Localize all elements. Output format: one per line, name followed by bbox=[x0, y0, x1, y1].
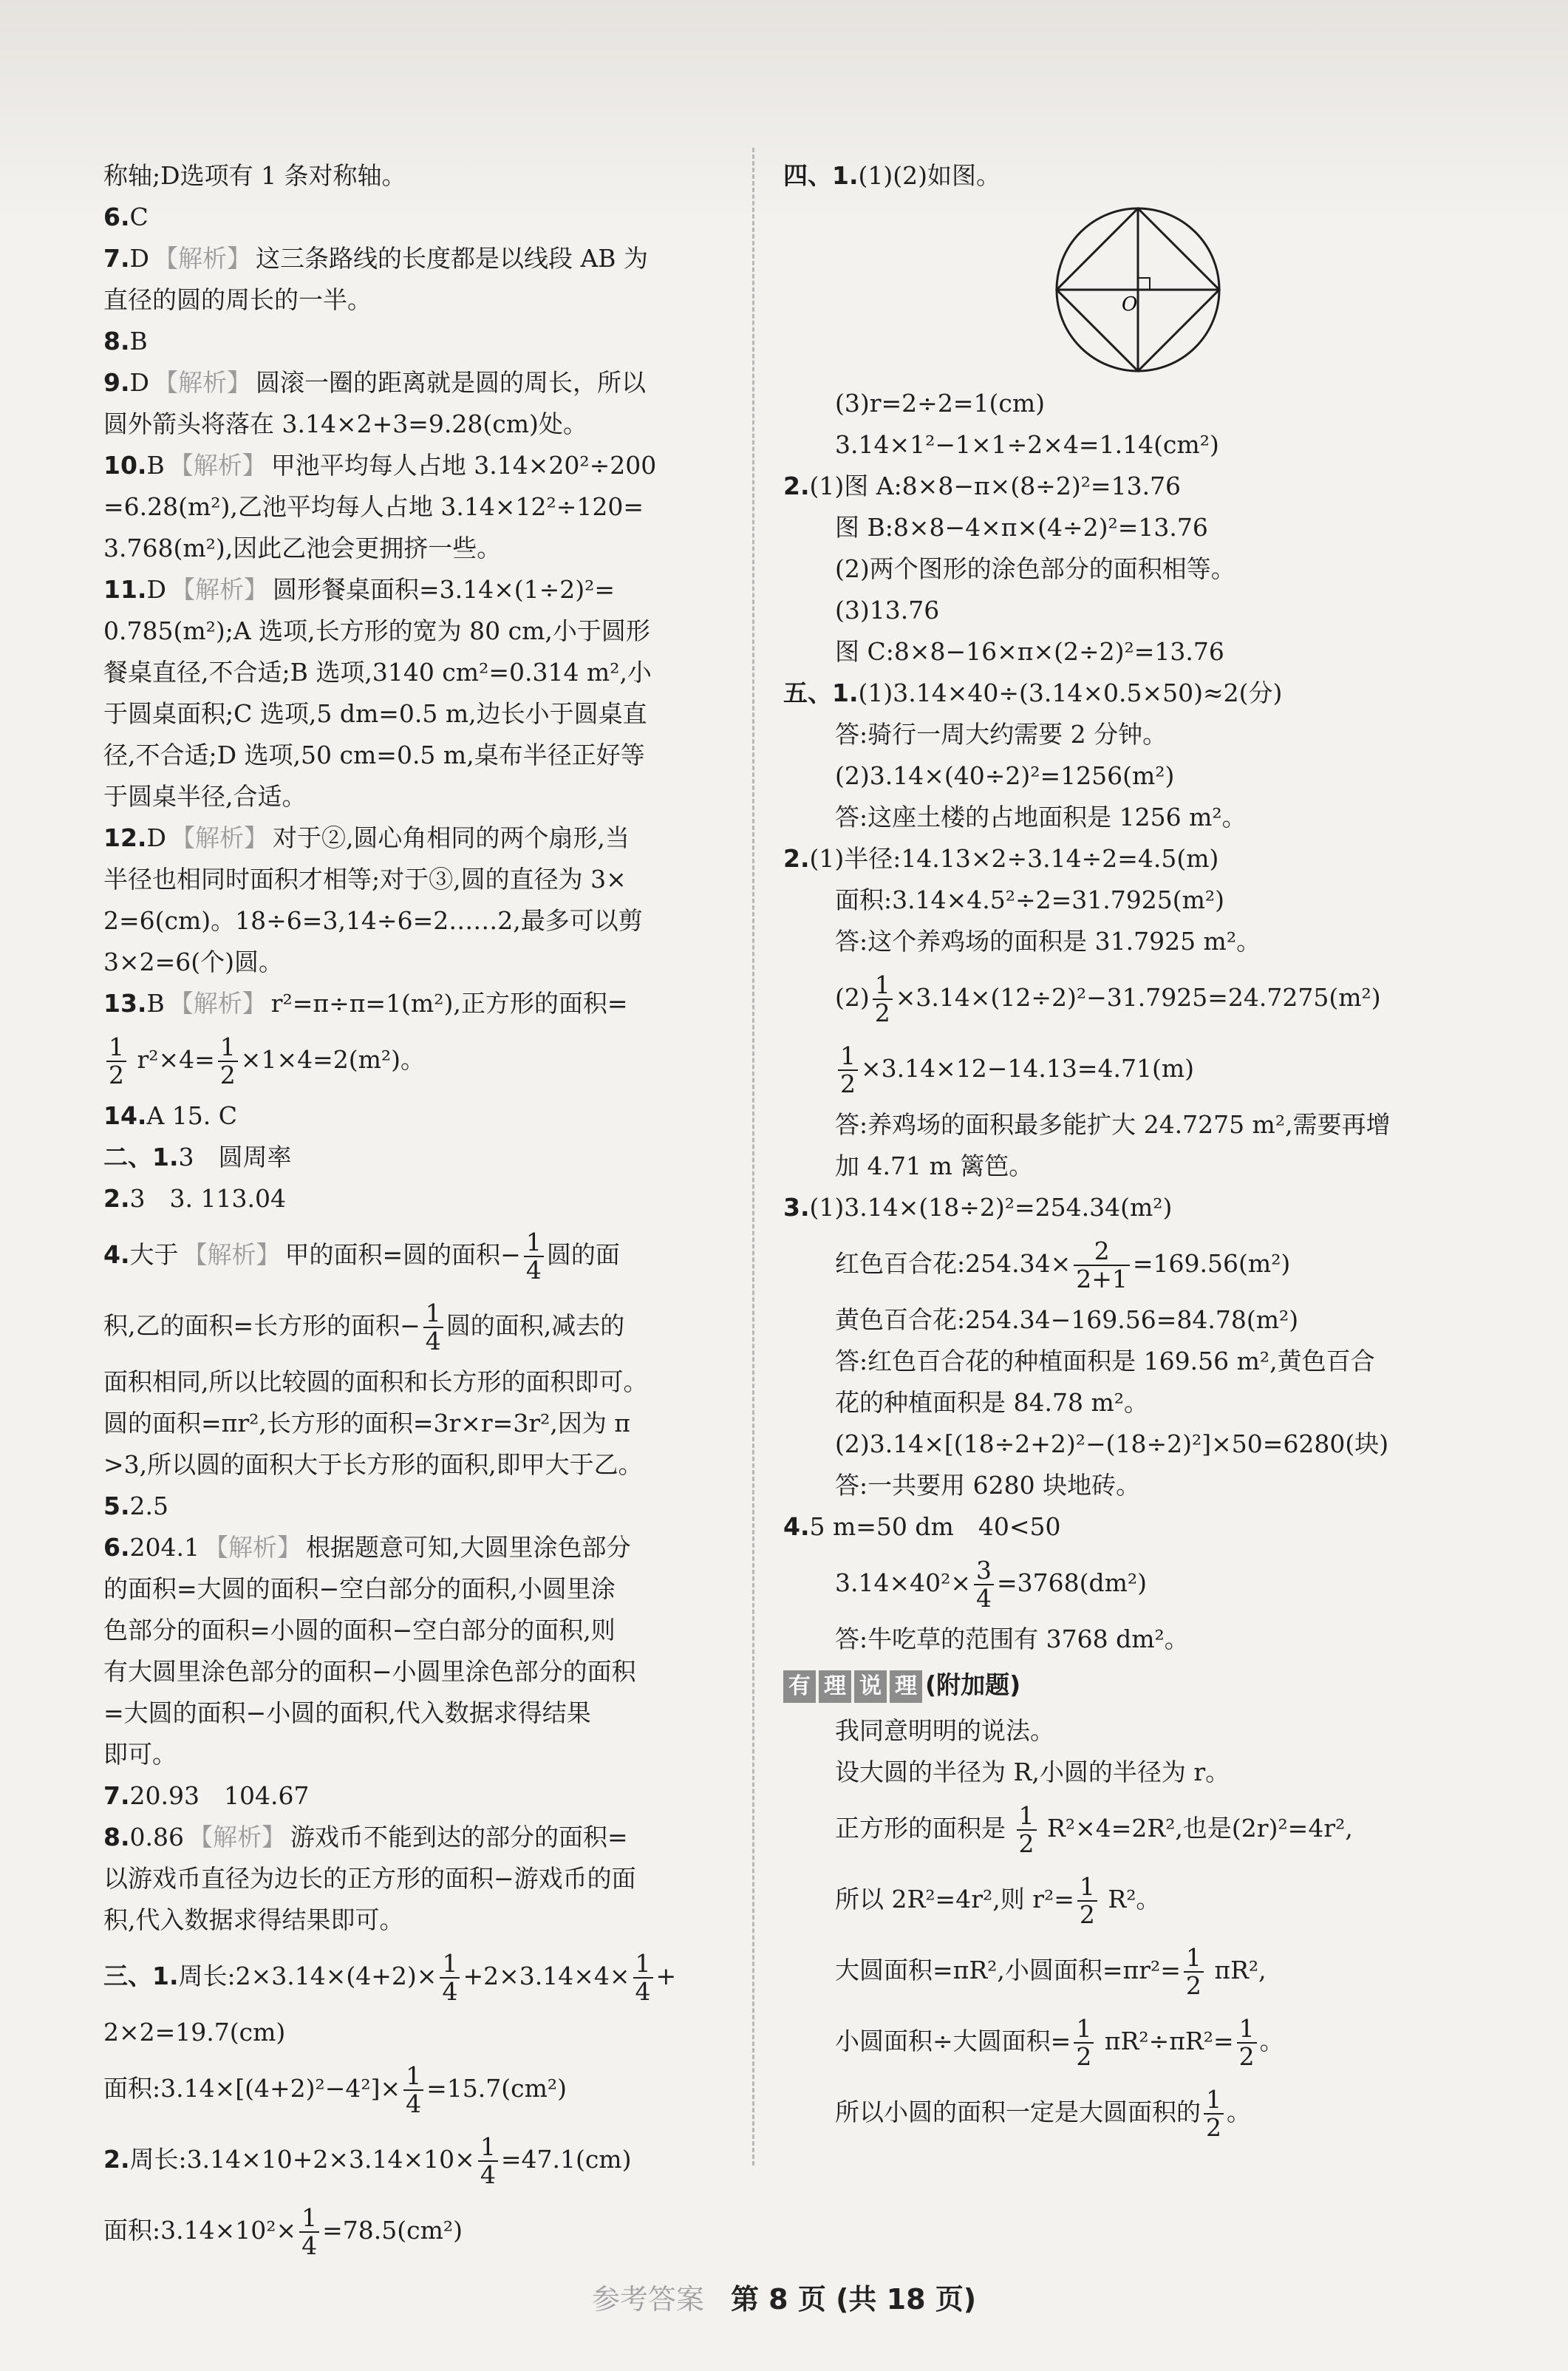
right-answer-line bbox=[783, 1187, 1448, 1228]
answer-text: D bbox=[129, 368, 149, 397]
answer-text: 径,不合适;D 选项,50 cm=0.5 m,桌布半径正好等 bbox=[103, 741, 645, 769]
right-answer-line bbox=[783, 548, 1448, 590]
question-number: 2. bbox=[103, 2145, 130, 2174]
right-answer-line bbox=[783, 383, 1448, 424]
left-answer-line bbox=[103, 321, 724, 362]
question-number: 10. bbox=[103, 451, 147, 480]
badge-char: 理 bbox=[890, 1670, 922, 1703]
left-answer-line bbox=[103, 1693, 724, 1734]
question-number: 2. bbox=[783, 844, 810, 873]
answer-text: 色部分的面积=小圆的面积−空白部分的面积,则 bbox=[103, 1616, 616, 1644]
right-answer-line bbox=[783, 714, 1448, 755]
answer-text: $\frac{1}{2}$ r²×4= $\frac{1}{2}$ ×1×4=2(m²)。 bbox=[103, 1045, 425, 1074]
answer-text: 大于 bbox=[129, 1240, 179, 1269]
question-number: 14. bbox=[103, 1101, 147, 1130]
answer-text: 称轴;D选项有 1 条对称轴。 bbox=[103, 161, 406, 190]
left-answer-line bbox=[103, 1610, 724, 1651]
answer-text: (2) $\frac{1}{2}$ ×3.14×(12÷2)²−31.7925=24.7275(m²) bbox=[835, 970, 1381, 1027]
right-column bbox=[783, 155, 1448, 2148]
question-number: 四、1. bbox=[783, 161, 859, 190]
analysis-tag: 【解析】 bbox=[168, 989, 267, 1018]
answer-text: B bbox=[146, 989, 165, 1018]
left-answer-line bbox=[103, 1137, 724, 1178]
answer-text: B bbox=[146, 451, 165, 480]
right-answer-line bbox=[783, 1506, 1448, 1548]
answer-text: 3.14×1²−1×1÷2×4=1.14(cm²) bbox=[835, 430, 1219, 459]
answer-text: 直径的圆的周长的一半。 bbox=[103, 285, 372, 314]
question-number: 6. bbox=[103, 203, 130, 231]
question-number: 五、1. bbox=[783, 678, 859, 707]
fraction: $\frac{1}{4}$ bbox=[478, 2134, 498, 2188]
footer-page-number: 第 8 页 (共 18 页) bbox=[730, 2283, 977, 2316]
right-answer-line bbox=[783, 1299, 1448, 1341]
page-footer bbox=[0, 2276, 1568, 2317]
right-answer-line bbox=[783, 962, 1448, 1033]
answer-text: $\frac{1}{2}$ ×3.14×12−14.13=4.71(m) bbox=[835, 1054, 1194, 1083]
left-answer-line bbox=[103, 1775, 724, 1817]
right-answer-line bbox=[783, 424, 1448, 466]
answer-text: 答:这个养鸡场的面积是 31.7925 m²。 bbox=[835, 927, 1261, 956]
answer-text: (1)(2)如图。 bbox=[858, 161, 1001, 190]
question-number: 12. bbox=[103, 823, 147, 852]
fraction: $\frac{1}{2}$ bbox=[1074, 2015, 1094, 2070]
answer-text: 加 4.71 m 篱笆。 bbox=[835, 1152, 1034, 1180]
answer-text: 面积:3.14×[(4+2)²−4²]× $\frac{1}{4}$ =15.7(cm²) bbox=[103, 2061, 567, 2118]
analysis-text: 根据题意可知,大圆里涂色部分 bbox=[305, 1533, 631, 1562]
right-answer-line bbox=[783, 1423, 1448, 1465]
fraction: $\frac{1}{4}$ bbox=[423, 1300, 443, 1355]
answer-text: (1)半径:14.13×2÷3.14÷2=4.5(m) bbox=[809, 844, 1219, 873]
left-column bbox=[103, 155, 724, 2266]
left-answer-line bbox=[103, 2195, 724, 2266]
answer-text: 所以 2R²=4r²,则 r²= $\frac{1}{2}$ R²。 bbox=[835, 1872, 1161, 1929]
left-answer-line bbox=[103, 528, 724, 569]
left-answer-line bbox=[103, 279, 724, 321]
question-number: 6. bbox=[103, 1533, 130, 1562]
left-answer-line bbox=[103, 1403, 724, 1444]
right-answer-line bbox=[783, 797, 1448, 838]
answer-text: 以游戏币直径为边长的正方形的面积−游戏币的面 bbox=[103, 1864, 636, 1893]
question-number: 8. bbox=[103, 1823, 130, 1851]
right-answer-line bbox=[783, 2077, 1448, 2148]
answer-text: D bbox=[146, 823, 166, 852]
left-answer-line bbox=[103, 445, 724, 486]
answer-text: (1)图 A:8×8−π×(8÷2)²=13.76 bbox=[809, 472, 1182, 500]
right-answer-line bbox=[783, 507, 1448, 548]
fraction: $\frac{1}{2}$ bbox=[218, 1034, 238, 1089]
answer-text: (2)3.14×[(18÷2+2)²−(18÷2)²]×50=6280(块) bbox=[835, 1429, 1389, 1458]
left-answer-line bbox=[103, 238, 724, 279]
left-answer-line bbox=[103, 404, 724, 445]
left-answer-line bbox=[103, 776, 724, 817]
answer-text: 答:一共要用 6280 块地砖。 bbox=[835, 1471, 1141, 1500]
answer-text: 2=6(cm)。18÷6=3,14÷6=2……2,最多可以剪 bbox=[103, 906, 643, 935]
question-number: 5. bbox=[103, 1491, 130, 1520]
right-answer-line bbox=[783, 1935, 1448, 2006]
right-answer-line bbox=[783, 921, 1448, 962]
fraction: $\frac{1}{2}$ bbox=[1237, 2015, 1257, 2070]
left-answer-line bbox=[103, 735, 724, 776]
answer-text: 20.93 104.67 bbox=[129, 1781, 310, 1810]
fraction: $\frac{1}{2}$ bbox=[106, 1034, 126, 1089]
question-number: 4. bbox=[103, 1240, 130, 1269]
right-answer-line bbox=[783, 2006, 1448, 2077]
center-label: O bbox=[1122, 293, 1138, 316]
analysis-tag: 【解析】 bbox=[168, 451, 267, 480]
right-answer-line bbox=[783, 1228, 1448, 1299]
analysis-tag: 【解析】 bbox=[153, 368, 251, 397]
left-answer-line bbox=[103, 1899, 724, 1941]
question-number: 4. bbox=[783, 1512, 810, 1541]
answer-text: (1)3.14×40÷(3.14×0.5×50)≈2(分) bbox=[858, 678, 1283, 707]
right-answer-line bbox=[783, 466, 1448, 507]
answer-text: 3 圆周率 bbox=[178, 1143, 292, 1171]
left-answer-line bbox=[103, 652, 724, 693]
right-answer-line bbox=[783, 631, 1448, 673]
left-answer-line bbox=[103, 817, 724, 859]
answer-text: 图 B:8×8−4×π×(4÷2)²=13.76 bbox=[835, 513, 1208, 542]
answer-text: 我同意明明的说法。 bbox=[835, 1716, 1054, 1745]
fraction: $\frac{1}{4}$ bbox=[403, 2063, 423, 2117]
answer-text: =大圆的面积−小圆的面积,代入数据求得结果 bbox=[103, 1698, 591, 1727]
question-number: 13. bbox=[103, 989, 147, 1018]
answer-text: 黄色百合花:254.34−169.56=84.78(m²) bbox=[835, 1305, 1299, 1334]
answer-text: (3)13.76 bbox=[835, 596, 940, 625]
answer-text: (3)r=2÷2=1(cm) bbox=[835, 389, 1045, 418]
left-answer-line bbox=[103, 610, 724, 652]
right-answer-line bbox=[783, 590, 1448, 631]
answer-text: 面积:3.14×4.5²÷2=31.7925(m²) bbox=[835, 885, 1224, 914]
left-answer-line bbox=[103, 1651, 724, 1693]
right-answer-line bbox=[783, 1619, 1448, 1660]
right-answer-line bbox=[783, 880, 1448, 921]
answer-text: 红色百合花:254.34× $\frac{2}{2+1}$ =169.56(m²) bbox=[835, 1236, 1291, 1293]
answer-text: 5 m=50 dm 40<50 bbox=[809, 1512, 1061, 1541]
fraction: $\frac{1}{2}$ bbox=[1077, 1874, 1097, 1928]
answer-text: C bbox=[129, 203, 149, 231]
left-answer-line bbox=[103, 197, 724, 238]
right-answer-line bbox=[783, 1793, 1448, 1864]
left-answer-line bbox=[103, 1095, 724, 1137]
analysis-text: 甲池平均每人占地 3.14×20²÷200 bbox=[270, 451, 657, 480]
left-answer-line bbox=[103, 569, 724, 610]
left-answer-line bbox=[103, 155, 724, 197]
answer-text: D bbox=[146, 575, 166, 604]
answer-text: =6.28(m²),乙池平均每人占地 3.14×12²÷120= bbox=[103, 492, 644, 521]
answer-text: 0.86 bbox=[129, 1823, 184, 1851]
answer-text: 图 C:8×8−16×π×(2÷2)²=13.76 bbox=[835, 637, 1224, 666]
circle-square-figure bbox=[1049, 201, 1227, 378]
left-answer-line bbox=[103, 1568, 724, 1610]
right-answer-line bbox=[783, 1465, 1448, 1506]
answer-text: 周长:2×3.14×(4+2)× $\frac{1}{4}$ +2×3.14×4× $\frac{1}{4}$ + bbox=[178, 1949, 677, 2006]
right-answer-line bbox=[783, 1146, 1448, 1187]
left-answer-line bbox=[103, 942, 724, 983]
answer-text: 小圆面积÷大圆面积= $\frac{1}{2}$ πR²÷πR²= $\frac{1}{2}$ 。 bbox=[835, 2014, 1284, 2071]
answer-text: 花的种植面积是 84.78 m²。 bbox=[835, 1388, 1148, 1417]
badge-char: 有 bbox=[783, 1670, 816, 1703]
answer-text: 2.5 bbox=[129, 1491, 168, 1520]
fraction: $\frac{1}{2}$ bbox=[1184, 1945, 1204, 1999]
question-number: 2. bbox=[783, 472, 810, 500]
analysis-text: 圆形餐桌面积=3.14×(1÷2)²= bbox=[272, 575, 615, 604]
answer-text: 3.14×40²× $\frac{3}{4}$ =3768(dm²) bbox=[835, 1556, 1148, 1613]
right-answer-line bbox=[783, 1341, 1448, 1382]
answer-text: 积,乙的面积=长方形的面积− $\frac{1}{4}$ 圆的面积,减去的 bbox=[103, 1299, 625, 1355]
left-answer-line bbox=[103, 2053, 724, 2124]
analysis-text: 这三条路线的长度都是以线段 AB 为 bbox=[255, 244, 649, 273]
question-number: 7. bbox=[103, 244, 130, 273]
badge-char: 说 bbox=[854, 1670, 887, 1703]
answer-text: >3,所以圆的面积大于长方形的面积,即甲大于乙。 bbox=[103, 1450, 643, 1479]
footer-label: 参考答案 bbox=[591, 2283, 704, 2316]
fraction: $\frac{1}{2}$ bbox=[838, 1043, 858, 1098]
answer-text: 面积相同,所以比较圆的面积和长方形的面积即可。 bbox=[103, 1367, 648, 1396]
analysis-tag: 【解析】 bbox=[170, 575, 268, 604]
answer-text: 0.785(m²);A 选项,长方形的宽为 80 cm,小于圆形 bbox=[103, 616, 650, 645]
answer-text: 面积:3.14×10²× $\frac{1}{4}$ =78.5(cm²) bbox=[103, 2203, 463, 2260]
answer-text: 设大圆的半径为 R,小圆的半径为 r。 bbox=[835, 1758, 1230, 1786]
left-answer-line bbox=[103, 1734, 724, 1775]
analysis-tag: 【解析】 bbox=[183, 1240, 281, 1269]
fraction: $\frac{3}{4}$ bbox=[974, 1557, 994, 1612]
left-answer-line bbox=[103, 1444, 724, 1486]
right-answer-line bbox=[783, 673, 1448, 714]
left-answer-line bbox=[103, 362, 724, 404]
answer-text: B bbox=[129, 327, 148, 356]
answer-text: 大圆面积=πR²,小圆面积=πr²= $\frac{1}{2}$ πR², bbox=[835, 1943, 1267, 2000]
left-answer-line bbox=[103, 693, 724, 735]
fraction: $\frac{1}{2}$ bbox=[873, 972, 893, 1027]
answer-text: 答:养鸡场的面积最多能扩大 24.7275 m²,需要再增 bbox=[835, 1110, 1391, 1139]
answer-text: 2×2=19.7(cm) bbox=[103, 2018, 286, 2047]
answer-text: 有大圆里涂色部分的面积−小圆里涂色部分的面积 bbox=[103, 1657, 636, 1686]
answer-text: 答:骑行一周大约需要 2 分钟。 bbox=[835, 720, 1168, 749]
right-answer-line bbox=[783, 838, 1448, 880]
answer-text: 3 3. 113.04 bbox=[129, 1184, 286, 1213]
fraction: $\frac{2}{2+1}$ bbox=[1074, 1238, 1130, 1293]
left-answer-line bbox=[103, 1178, 724, 1219]
answer-text: 204.1 bbox=[129, 1533, 200, 1562]
right-answer-line bbox=[783, 1033, 1448, 1104]
left-answer-line bbox=[103, 2012, 724, 2053]
answer-text: 半径也相同时面积才相等;对于③,圆的直径为 3× bbox=[103, 865, 627, 894]
answer-text: (2)两个图形的涂色部分的面积相等。 bbox=[835, 554, 1235, 583]
fraction: $\frac{1}{4}$ bbox=[524, 1229, 544, 1284]
column-divider bbox=[752, 148, 754, 2166]
answer-text: A 15. C bbox=[146, 1101, 238, 1130]
question-number: 三、1. bbox=[103, 1962, 179, 1990]
left-answer-line bbox=[103, 1858, 724, 1899]
analysis-text: r²=π÷π=1(m²),正方形的面积= bbox=[270, 989, 628, 1018]
answer-text: 正方形的面积是 $\frac{1}{2}$ R²×4=2R²,也是(2r)²=4r², bbox=[835, 1801, 1353, 1858]
answer-text: 于圆桌半径,合适。 bbox=[103, 782, 307, 811]
question-number: 9. bbox=[103, 368, 130, 397]
answer-text: 即可。 bbox=[103, 1740, 177, 1769]
left-answer-line bbox=[103, 1361, 724, 1403]
analysis-tag: 【解析】 bbox=[188, 1823, 286, 1851]
question-number: 2. bbox=[103, 1184, 130, 1213]
left-answer-line bbox=[103, 1024, 724, 1095]
answer-text: 3×2=6(个)圆。 bbox=[103, 948, 284, 976]
right-answer-line bbox=[783, 1752, 1448, 1793]
answer-text: 圆外箭头将落在 3.14×2+3=9.28(cm)处。 bbox=[103, 409, 587, 438]
fraction: $\frac{1}{2}$ bbox=[1204, 2086, 1224, 2141]
right-answer-line bbox=[783, 1382, 1448, 1423]
fraction: $\frac{1}{4}$ bbox=[440, 1950, 460, 2005]
right-angle-mark bbox=[1138, 278, 1150, 290]
answer-text: 答:牛吃草的范围有 3768 dm²。 bbox=[835, 1625, 1189, 1653]
right-answer-line bbox=[783, 155, 1448, 197]
left-answer-line bbox=[103, 859, 724, 900]
left-answer-line bbox=[103, 486, 724, 528]
analysis-text: 圆滚一圈的距离就是圆的周长，所以 bbox=[255, 368, 646, 397]
answer-text: 3.768(m²),因此乙池会更拥挤一些。 bbox=[103, 534, 502, 562]
left-answer-line bbox=[103, 1290, 724, 1361]
answer-text: (2)3.14×(40÷2)²=1256(m²) bbox=[835, 761, 1175, 790]
right-answer-line bbox=[783, 755, 1448, 797]
left-answer-line bbox=[103, 1527, 724, 1568]
fraction: $\frac{1}{4}$ bbox=[633, 1950, 653, 2005]
question-number: 7. bbox=[103, 1781, 130, 1810]
answer-text: 所以小圆的面积一定是大圆面积的 $\frac{1}{2}$ 。 bbox=[835, 2085, 1251, 2142]
question-number: 3. bbox=[783, 1193, 810, 1222]
fraction: $\frac{1}{4}$ bbox=[299, 2205, 319, 2259]
right-answer-line bbox=[783, 1104, 1448, 1146]
analysis-text: 甲的面积=圆的面积− $\frac{1}{4}$ 圆的面 bbox=[284, 1228, 620, 1285]
answer-text: 圆的面积=πr²,长方形的面积=3r×r=3r²,因为 π bbox=[103, 1409, 630, 1438]
right-answer-line bbox=[783, 1548, 1448, 1619]
bonus-section-header bbox=[783, 1664, 1448, 1706]
left-answer-line bbox=[103, 1486, 724, 1527]
analysis-tag: 【解析】 bbox=[203, 1533, 301, 1562]
answer-text: 的面积=大圆的面积−空白部分的面积,小圆里涂 bbox=[103, 1574, 616, 1603]
answer-text: 答:红色百合花的种植面积是 169.56 m²,黄色百合 bbox=[835, 1347, 1375, 1375]
answer-text: 周长:3.14×10+2×3.14×10× $\frac{1}{4}$ =47.1(cm) bbox=[129, 2132, 632, 2189]
left-answer-line bbox=[103, 900, 724, 942]
left-answer-line bbox=[103, 2124, 724, 2195]
analysis-text: 游戏币不能到达的部分的面积= bbox=[290, 1823, 628, 1851]
analysis-text: 对于②,圆心角相同的两个扇形,当 bbox=[272, 823, 630, 852]
question-number: 二、1. bbox=[103, 1143, 179, 1171]
answer-text: 积,代入数据求得结果即可。 bbox=[103, 1905, 404, 1934]
left-answer-line bbox=[103, 1219, 724, 1290]
answer-text: 答:这座土楼的占地面积是 1256 m²。 bbox=[835, 803, 1247, 831]
answer-text: (1)3.14×(18÷2)²=254.34(m²) bbox=[809, 1193, 1173, 1222]
analysis-tag: 【解析】 bbox=[170, 823, 268, 852]
right-answer-line bbox=[783, 1710, 1448, 1752]
left-answer-line bbox=[103, 1941, 724, 2012]
analysis-tag: 【解析】 bbox=[153, 244, 251, 273]
left-answer-line bbox=[103, 983, 724, 1024]
bonus-note: (附加题) bbox=[925, 1670, 1021, 1699]
answer-text: D bbox=[129, 244, 149, 273]
right-answer-line bbox=[783, 1864, 1448, 1935]
left-answer-line bbox=[103, 1817, 724, 1858]
badge-char: 理 bbox=[819, 1670, 851, 1703]
question-number: 8. bbox=[103, 327, 130, 356]
answer-text: 餐桌直径,不合适;B 选项,3140 cm²=0.314 m²,小 bbox=[103, 658, 652, 687]
fraction: $\frac{1}{2}$ bbox=[1017, 1803, 1037, 1857]
question-number: 11. bbox=[103, 575, 147, 604]
answer-text: 于圆桌面积;C 选项,5 dm=0.5 m,边长小于圆桌直 bbox=[103, 699, 647, 728]
